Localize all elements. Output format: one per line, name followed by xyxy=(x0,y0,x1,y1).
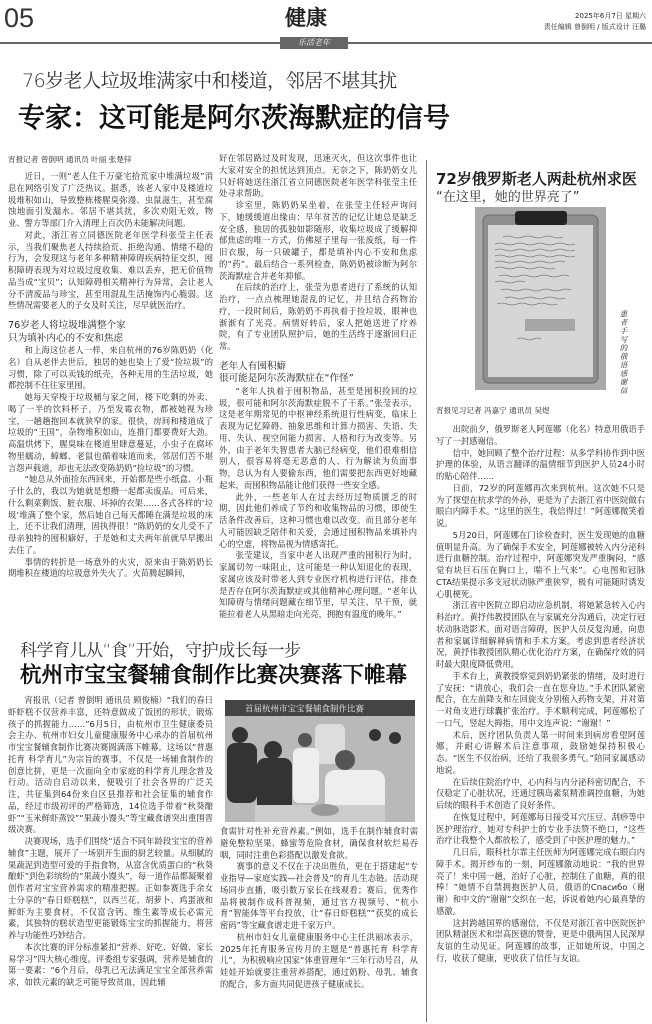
section-title: 健康 xyxy=(285,5,327,30)
article1-column1 xyxy=(8,171,213,580)
article2-body xyxy=(436,424,645,965)
paragraph: 几日后，眼科杜尔霏主任医师为阿莲娜完成右眼白内障手术。揭开纱布的一刻，阿莲娜激动地说：“我的世界亮了！来中国一趟，治好了心脏，控制住了血糖，真的很棒！”她情不自禁拥抱医护人员，俄语的Спасибо（谢谢）和中文的“谢谢”交织在一起，诉说着她内心最真挚的感激。 xyxy=(436,847,645,916)
paragraph: 在恢复过程中，阿莲娜每日接受耳穴压豆、刮痧等中医护理治疗，她对专科护士的专业手法赞不绝口，“这些治疗让我整个人都放松了，感受到了中医护理的魅力。” xyxy=(436,811,645,846)
article3-column1 xyxy=(8,695,213,989)
subheading: 只为填补内心的不安和焦虑 xyxy=(8,332,124,344)
contest-banner-text: 首届杭州市宝宝餐辅食制作比赛 xyxy=(245,704,365,715)
paragraph: 好在邻居路过及时发现，迅速灭火，但这次事件也让大家对安全的担忧达到顶点。无奈之下，陈奶奶女儿只好将她送往浙江省立同德医院老年医学科张莹主任处寻求帮助。 xyxy=(219,153,417,199)
paragraph: 对此，浙江省立同德医院老年医学科张莹主任表示，当我们聚焦老人持续拾荒、拒绝沟通、情绪不稳的行为，会发现这与老年多种精神障碍疾病特征交织，囤积障碍表现为对垃圾过度收集、难以丢弃，把无价值物品当成“宝贝”；认知障碍相关精神行为异常，会让老人分不清废品与珍宝，甚至用混乱生活掩饰内心脆弱。这些情况需要老人的子女及时关注，尽早就医治疗。 xyxy=(8,229,213,311)
paragraph: 在后续住院治疗中，心内科与内分泌科密切配合，不仅稳定了心脏状况，还通过胰岛素泵精准调控血糖，为她后续的眼科手术创造了良好条件。 xyxy=(436,776,645,810)
paragraph: 浙江省中医院立即启动应急机制，将她紧急转入心内科治疗。黄抒伟教授团队在与家属充分沟通后，决定行冠状动脉造影术。面对语言障碍，医护人员反复沟通，向患者和家属详细解释病情和手术方案。考虑到患者经济状况，黄抒伟教授团队精心优化治疗方案，在确保疗效的同时最大限度降低费用。 xyxy=(436,600,645,669)
paragraph: “她总从外面捡东西回来，开始都是些小纸盒、小瓶子什么的，我以为她就是想攒一起都卖废品。可后来，什么剩菜剩饭、脏衣服、坏掉的衣架……各式各样的‘垃圾’堆满了整个家，然后她自己每天都睡在满是垃圾的床上，还不让我们清理，固执得很！”陈奶奶的女儿受不了母亲独特的囤积癖好，于是她和丈夫两年前就早早搬出去住了。 xyxy=(8,474,213,555)
contest-photo xyxy=(225,700,415,822)
article1-byline: 宵报记者 曾倒明 通讯员 叶丽 张楚锌 xyxy=(8,155,132,164)
paragraph: “老年人执着于囤积物品，甚至是囤积捡回的垃圾，很可能和阿尔茨海默症脱不了干系。”张莹表示，这是老年期常见的中枢神经系统退行性病变，临床上表现为记忆障碍、抽象思维和计算力损害、失语、失用、失认、视空间能力损害、人格和行为改变等。另外，由于老年失智患者大脑已经病变，他们很难相信别人，很容易将毫无恶意的人、行为解读为负面事物，总认为有人要偷东西，他们需要把东西更好地藏起来，而囤积物品能让他们获得一些安全感。 xyxy=(219,385,417,490)
article2-subtitle: “在这里，她的世界亮了” xyxy=(436,190,580,205)
editor-credits: 责任编辑 曾倒明 / 版式设计 汪璐 xyxy=(543,23,646,31)
paragraph: 此外，一些老年人在过去经历过物质匮乏的时期，因此他们养成了节约和收集物品的习惯，即使生活条件改善后，这种习惯也难以改变。而且部分老年人可能因缺乏陪伴和关爱，会通过囤积物品来填补内心的空虚，将物品视为情感寄托。 xyxy=(219,491,417,549)
paragraph: 日前，72岁的阿莲娜再次来到杭州。这次她不只是为了探望在杭求学的外孙，更是为了去浙江省中医院做右眼白内障手术。“这里的医生，我信得过！”阿莲娜微笑着说。 xyxy=(436,482,645,528)
paragraph: 食需针对性补充营养素。”例如，选手在制作辅食时需避免整粒坚果、蜂蜜等危险食材，确保食材软烂易吞咽，同时注重色彩搭配以激发食欲。 xyxy=(220,826,418,860)
page-number: 05 xyxy=(4,3,35,33)
paragraph: 诊室里，陈奶奶呆坐着，在张莹主任轻声询问下，她缓缓道出缘由：早年贫苦的记忆让她总是缺乏安全感，独居的孤独如影随形，收集垃圾成了缓解抑郁焦虑的唯一方式，仿佛屋子里每一张废纸，每一件旧衣服，每一只破罐子，都是填补内心不安和焦虑的“药”。最后结合一系列检查，陈奶奶被诊断为阿尔茨海默症合并老年抑郁。 xyxy=(219,200,417,281)
article3-headline: 杭州市宝宝餐辅食制作比赛决赛落下帷幕 xyxy=(20,663,408,688)
paragraph: 赛事的意义不仅在于决出胜负，更在于搭建起“专业指导—家庭实践—社会普及”的育儿生态链。活动现场同步直播，吸引数万家长在线观看；赛后，优秀作品将被制作成科普视频，通过官方视频号、“杭小育”智能体等平台投放，让“春日虾糕糕”“获奖的成长密码”等宝藏食谱走进千家万户。 xyxy=(220,861,418,930)
paragraph: 和上海这位老人一样，来自杭州的76岁陈奶奶（化名）自从老伴去世后，独居的她也染上了爱“捡垃圾”的习惯，除了可以卖钱的纸壳，各种无用的生活垃圾，她都控制不住往家里囤。 xyxy=(8,345,213,391)
paragraph: 术后，医疗团队负责人第一时间来到病房看望阿莲娜，并耐心讲解术后注意事项，鼓励她保持积极心态。“医生不仅治病，还给了我很多勇气。”陪同家属感动地说。 xyxy=(436,729,645,775)
subheading: 老年人有囤积癖 xyxy=(219,360,287,372)
article1-headline: 专家：这可能是阿尔茨海默症的信号 xyxy=(18,103,450,134)
paragraph: 决赛现场，选手们围绕“适合不同年龄段宝宝的营养辅食”主题，展开了一场别开生面的厨艺较量。从细腻的果蔬泥到造型可爱的手指食物，从富含优质蛋白的“秋葵酿虾”到色彩缤纷的“果蔬小馒头”，每一道作品都凝聚着创作者对宝宝营养需求的精准把握。正如参赛选手余女士分享的“春日虾糕糕”，以西兰花、胡萝卜、鸡蛋液和鲜虾为主要食材，不仅富含钙、维生素等成长必需元素，其独特的糕状造型更能锻炼宝宝的抓握能力，将营养与功能性巧妙结合。 xyxy=(8,836,213,940)
paragraph: 张莹建议，当家中老人出现严重的囤积行为时，家属切勿一味阻止，这可能是一种认知退化的表现，家属应该及时带老人到专业医疗机构进行评估，排查是否存在阿尔茨海默症或其他精神心理问题。“老年认知障碍与情绪问题藏在细节里，早关注、早干预，就能拉着老人从黑暗走向光亮，拥抱有温度的晚年。” xyxy=(219,550,417,619)
photo-caption: 患者手写的俄语感谢信 xyxy=(619,310,628,395)
paragraph: 在后续的治疗上，张莹为患者进行了系统的认知治疗，一点点梳理她混乱的记忆，并且结合药物治疗，一段时间后，陈奶奶不再执着于捡垃圾，眼神也渐渐有了光亮。病情好转后，家人把她送进了疗养院，有了专业团队照护后，她的生活终于逐渐回归正常。 xyxy=(219,282,417,351)
paragraph: 近日，一则“老人住千万豪宅拾荒家中堆满垃圾”消息在网络引发了广泛热议。据悉，该老人家中及楼道垃圾堆积如山，导致整栋楼腥臭弥漫、虫鼠滋生，甚至腐蚀地面引发漏水。邻居不堪其扰，多次劝阻无效，物业、警方等部门介入清理上百次仍未能解决问题。 xyxy=(8,171,213,228)
paragraph: 本次比赛的评分标准紧扣“营养、好吃、好做、家长易学习”四大核心维度。评委组专家强调，营养是辅食的第一要素：“6个月后，母乳已无法满足宝宝全部营养需求，如铁元素的缺乏可能导致贫血，因此辅 xyxy=(8,941,213,987)
paragraph: 宵报讯（记者 曾倒明 通讯员 顾俊楠）“我们的春日虾虾糕不仅营养丰富，还特意做成了饭团的形状，锻炼孩子的抓握能力……”6月5日，由杭州市卫生健康委员会主办、杭州市妇女儿童健康服务中心承办的首届杭州市宝宝餐辅食制作比赛决赛圆满落下帷幕。这场以“普惠托育 科学育儿”为宗旨的赛事，不仅是一场辅食制作的创意比拼，更是一次面向全市家庭的科学育儿理念普及行动。活动自启动以来，便吸引了社会各界的广泛关注，共征集到64份来自区县推荐和社会征集的辅食作品，经过市级初评的严格筛选，14位选手带着“秋葵酿虾”“玉米鲜虾蒸饺”“果蔬小馒头”等宝藏食谱突出重围晋级决赛。 xyxy=(8,695,213,835)
paragraph: 这封跨越国界的感谢信，不仅是对浙江省中医院医护团队精湛医术和崇高医德的赞誉，更是中俄两国人民深厚友谊的生动见证。阿莲娜的故事，正如她所说，中国之行，收获了健康，更收获了信任与友谊。 xyxy=(436,917,645,963)
paragraph: 杭州市妇女儿童健康服务中心主任洪丽冰表示，2025年托育服务宣传月的主题是“普惠托育 科学育儿”，为积极响应国家“体重管理年”三年行动号召，从娃娃开始就要注重营养搭配，通过奶粉、母乳、辅食的配合，多方面共同促进孩子健康成长。 xyxy=(220,931,418,989)
column-logo: 乐活老年 xyxy=(280,37,348,49)
subheading: 很可能是阿尔茨海默症在“作怪” xyxy=(219,373,354,385)
article2-headline: 72岁俄罗斯老人两赴杭州求医 xyxy=(436,170,637,188)
paragraph: 出院前夕，俄罗斯老人阿莲娜（化名）特意用俄语手写了一封感谢信。 xyxy=(436,424,645,446)
article1-column2 xyxy=(219,153,417,621)
paragraph: 5月20日，阿莲娜在门诊检查时，医生发现她的血糖值明显升高。为了确保手术安全，阿莲娜被转入内分泌科进行血糖控制。治疗过程中，阿莲娜突发严重胸闷，“感觉有块巨石压在胸口上，喘不上气来”。心电图和冠脉CTA结果提示多支冠状动脉严重狭窄，极有可能随时诱发心肌梗死。 xyxy=(436,529,645,599)
paragraph: 事情的转折是一场意外的火灾，原来由于陈奶奶长期堆积在楼道的垃圾意外失火了。火苗腾起瞬间， xyxy=(8,556,213,579)
article3-kicker: 科学育儿从“食”开始，守护成长每一步 xyxy=(20,641,301,661)
paragraph: 她每天穿梭于垃圾桶与家之间，楼下吃剩的外卖、喝了一半的饮料杯子，乃至发霉衣物，都被她视为珍宝，一趟趟抱回本就狭窄的家。很快，房间和楼道成了垃圾的“王国”，杂物堆积如山，连推门都要费好大劲。高温烘烤下，腥臭味在楼道里肆意蔓延，小虫子在腐坏物里蠕动，蟑螂、老鼠也循着味道而来，邻居们苦不堪言怨声载道，却也无法改变陈奶奶“捡垃圾”的习惯。 xyxy=(8,392,213,473)
article1-kicker: 76岁老人垃圾堆满家中和楼道，邻居不堪其扰 xyxy=(22,70,397,92)
article2-byline: 宵报见习记者 冯嘉宁 通讯员 吴煜 xyxy=(436,406,550,415)
paragraph: 信中，她回顾了整个治疗过程：从多学科协作到中医护理的体验，从语言翻译的温情细节到医护人员24小时的贴心陪伴…… xyxy=(436,447,645,481)
subheading: 76岁老人将垃圾堆满整个家 xyxy=(8,320,126,331)
column-divider xyxy=(426,160,427,1022)
article3-column2 xyxy=(220,826,418,991)
paragraph: 手术台上，黄教授察觉到奶奶紧张的情绪，及时进行了安抚：“请放心，我们会一直在您身边。”手术团队紧密配合，在左前降支和左回旋支分别植入药物支架，并对第一对角支进行球囊扩张治疗。手术顺利完成，阿莲娜松了一口气，竖起大拇指，用中文连声说：“谢谢！” xyxy=(436,670,645,728)
issue-date: 2025年6月7日 星期六 xyxy=(575,12,646,20)
thank-you-letter-photo xyxy=(475,207,606,390)
